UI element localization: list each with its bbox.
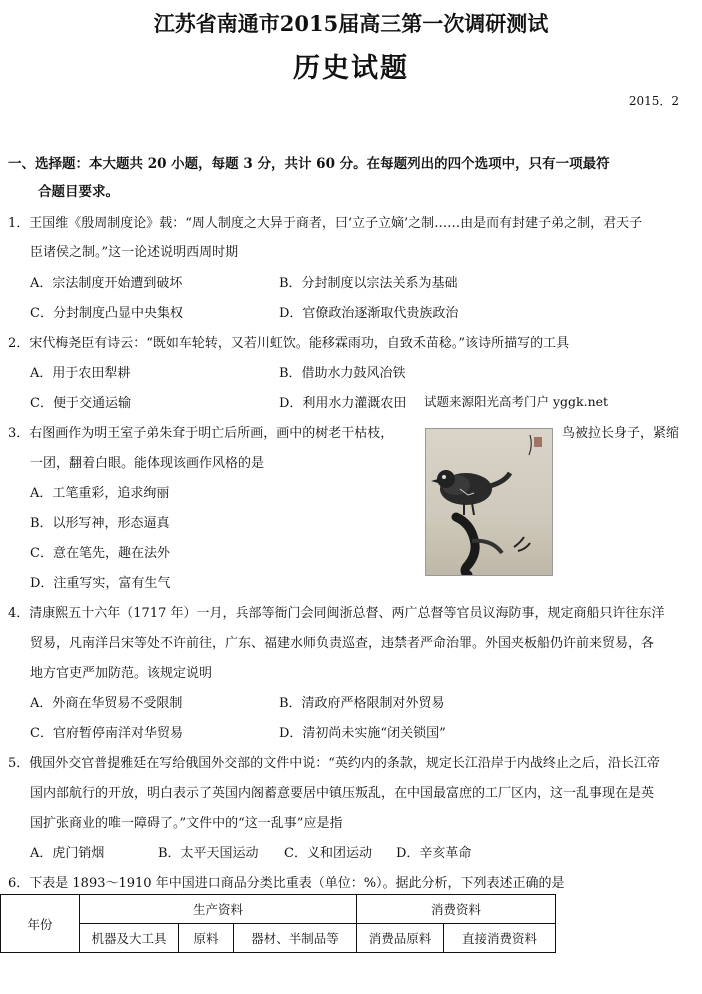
table-row [1,895,556,924]
table-row [1,924,556,953]
table-header-production: 生产资料 [80,895,357,924]
q3-option-d: D．注重写实，富有生气 [30,576,171,591]
table-col-machinery: 机器及大工具 [80,924,179,953]
q3-option-b: B．以形写神，形态逼真 [30,516,170,531]
q3-stem-line2: 一团，翻着白眼。能体现该画作风格的是 [30,456,265,471]
table-header-year: 年份 [1,895,80,953]
q4-option-d: D．清初尚未实施“闭关锁国” [279,726,446,741]
q2-option-a: A．用于农田犁耕 [30,366,131,381]
table-col-direct-consumption: 直接消费资料 [444,924,556,953]
q5-stem-line3: 国扩张商业的唯一障碍了。”文件中的“这一乱事”应是指 [30,816,343,831]
q5-option-c: C．义和团运动 [284,846,372,861]
q1-option-d: D．官僚政治逐渐取代贵族政治 [279,306,459,321]
q4-stem-line1: 4．清康熙五十六年（1717 年）一月，兵部等衙门会同闽浙总督、两广总督等官员议海防事，规定商船只许往东洋 [8,606,665,621]
q4-option-b: B．清政府严格限制对外贸易 [279,696,445,711]
q1-stem-line1: 1．王国维《殷周制度论》载：“周人制度之大异于商者，曰‘立子立嫡’之制……由是而有封建子弟之制，君天子 [8,216,643,231]
bird-painting-image [425,428,553,576]
exam-title: 江苏省南通市2015届高三第一次调研测试 [153,11,549,36]
q3-stem-line1b: 鸟被拉长身子，紧缩 [562,426,680,441]
import-ratio-table [0,894,556,953]
q4-option-c: C．官府暂停南洋对华贸易 [30,726,183,741]
q2-option-d: D．利用水力灌溉农田 [279,396,407,411]
q3-stem-line1a: 3．右图画作为明王室子弟朱耷于明亡后所画，画中的树老干枯枝， [8,426,394,441]
q5-option-a: A．虎门销烟 [30,846,105,861]
q4-option-a: A．外商在华贸易不受限制 [30,696,183,711]
table-col-consumer-raw: 消费品原料 [357,924,444,953]
section-heading-line1: 一、选择题：本大题共 20 小题，每题 3 分，共计 60 分。在每题列出的四个选项中，只有一项最符 [8,156,610,172]
q5-stem-line2: 国内部航行的开放，明白表示了英国内阁蓄意要居中镇压叛乱，在中国最富庶的工厂区内，这一乱事现在是英 [30,786,655,801]
q1-stem-line2: 臣诸侯之制。”这一论述说明西周时期 [30,245,239,260]
q1-option-c: C．分封制度凸显中央集权 [30,306,183,321]
exam-date: 2015．2 [628,94,679,108]
table-header-consumption: 消费资料 [357,895,556,924]
q5-stem-line1: 5．俄国外交官普提雅廷在写给俄国外交部的文件中说：“英约内的条款，规定长江沿岸于内战终止之后，沿长江帝 [8,756,660,771]
q2-source-note: 试题来源阳光高考门户 yggk.net [424,394,609,409]
table-col-semi-finished: 器材、半制品等 [234,924,357,953]
q1-option-a: A．宗法制度开始遭到破坏 [30,276,183,291]
q5-option-d: D．辛亥革命 [396,846,472,861]
q2-option-c: C．便于交通运输 [30,396,131,411]
exam-subtitle: 历史试题 [293,53,409,84]
section-heading-line2: 合题目要求。 [38,184,119,200]
q4-stem-line3: 地方官吏严加防范。该规定说明 [30,666,213,681]
q5-option-b: B．太平天国运动 [158,846,259,861]
q2-option-b: B．借助水力鼓风冶铁 [279,366,406,381]
q3-option-c: C．意在笔先，趣在法外 [30,546,170,561]
q6-stem-line1: 6．下表是 1893～1910 年中国进口商品分类比重表（单位：%）。据此分析，下列表述正确的是 [8,876,565,891]
q2-stem-line1: 2．宋代梅尧臣有诗云：“既如车轮转，又若川虹饮。能移霖雨功，自致禾苗稔。”该诗所描写的工具 [8,336,570,351]
q3-option-a: A．工笔重彩，追求绚丽 [30,486,170,501]
q4-stem-line2: 贸易，凡南洋吕宋等处不许前往，广东、福建水师负责巡查，违禁者严命治罪。外国夹板船仍许前来贸易，各 [30,636,655,651]
bird-on-branch-icon [426,429,552,575]
q1-option-b: B．分封制度以宗法关系为基础 [279,276,458,291]
table-col-raw-material: 原料 [179,924,234,953]
